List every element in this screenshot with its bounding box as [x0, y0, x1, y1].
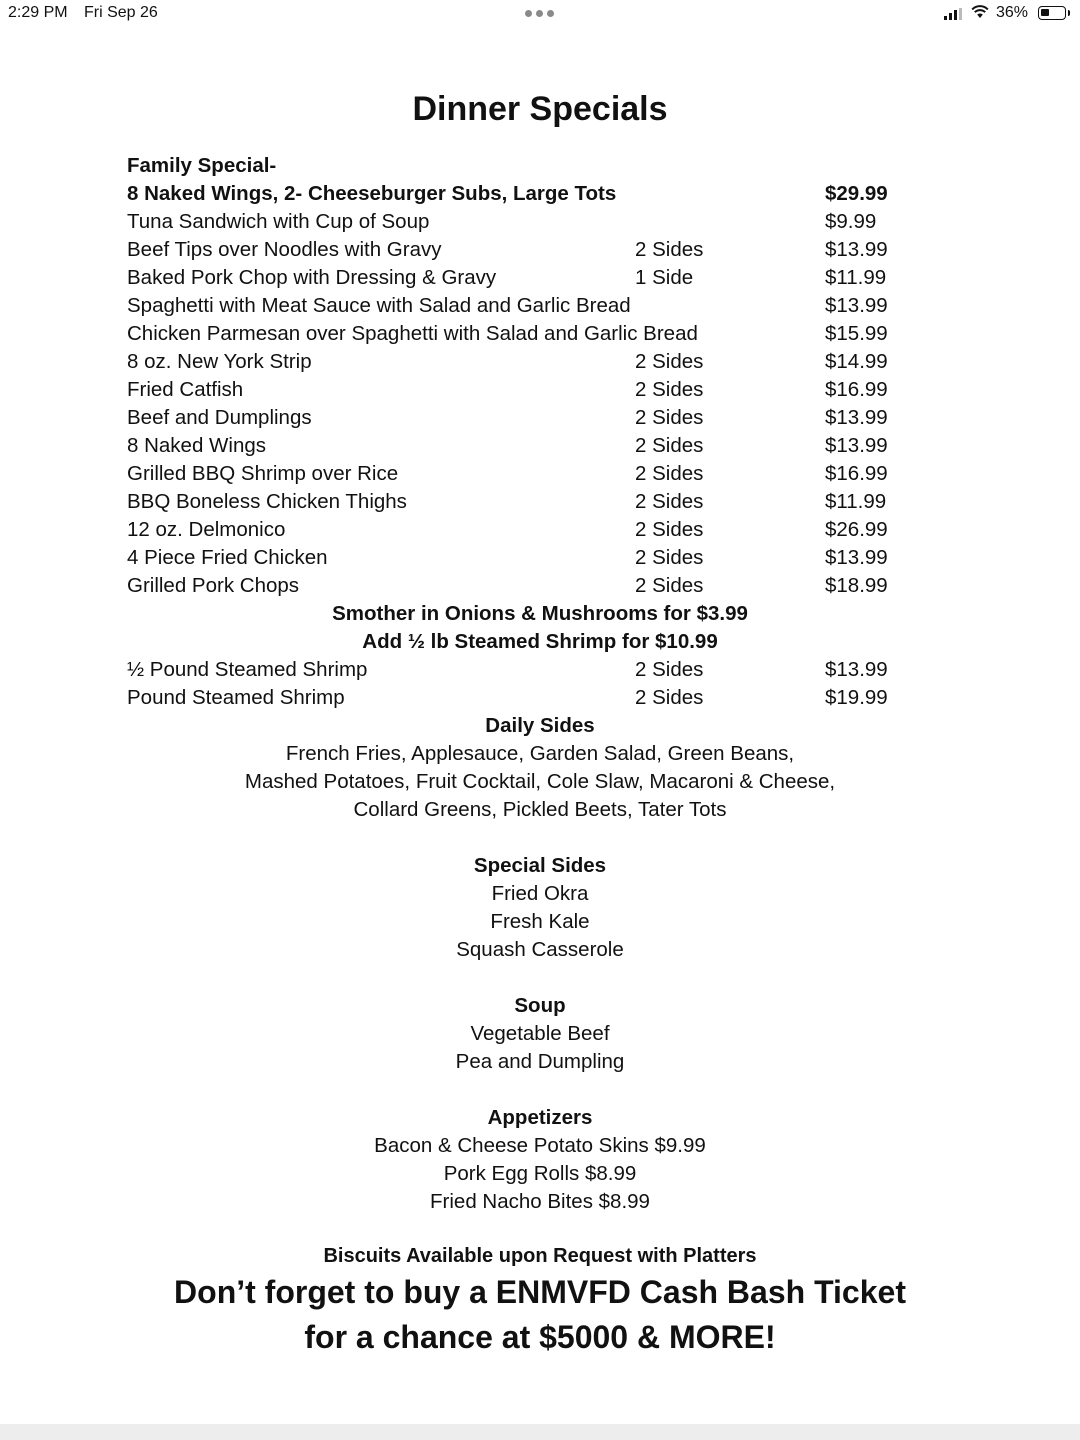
menu-item-row	[127, 320, 927, 348]
menu-item-name: Tuna Sandwich with Cup of Soup	[127, 210, 430, 233]
menu-item-row	[127, 376, 927, 404]
daily-sides-line: Collard Greens, Pickled Beets, Tater Tots	[353, 798, 727, 821]
menu-item-name: Fried Catfish	[127, 378, 244, 401]
menu-item-price: $26.99	[825, 518, 888, 541]
menu-item-row	[127, 460, 927, 488]
menu-item-row	[127, 348, 927, 376]
menu-item-sides: 2 Sides	[635, 406, 704, 429]
bottom-bar	[0, 1424, 1080, 1440]
menu-item-name: 4 Piece Fried Chicken	[127, 546, 328, 569]
battery-percentage: 36%	[996, 4, 1029, 21]
menu-item-row	[127, 656, 927, 684]
menu-item-price: $18.99	[825, 574, 888, 597]
daily-sides-section	[0, 712, 1080, 824]
menu-item-price: $16.99	[825, 378, 888, 401]
status-date: Fri Sep 26	[84, 4, 158, 21]
menu-item-row	[127, 516, 927, 544]
soup-heading: Soup	[514, 994, 566, 1017]
addon-steamed-shrimp: Add ½ lb Steamed Shrimp for $10.99	[362, 630, 718, 653]
menu-item-name: Baked Pork Chop with Dressing & Gravy	[127, 266, 497, 289]
menu-item-name: Grilled Pork Chops	[127, 574, 300, 597]
cellular-signal-icon	[944, 8, 962, 20]
family-special-row	[127, 180, 927, 208]
menu-item-price: $13.99	[825, 546, 888, 569]
menu-item-row	[127, 488, 927, 516]
menu-item-name: Beef and Dumplings	[127, 406, 312, 429]
menu-item-row	[127, 684, 927, 712]
family-special-price: $29.99	[825, 182, 888, 205]
page-title: Dinner Specials	[412, 90, 668, 128]
menu-item-price: $15.99	[825, 322, 888, 345]
menu-item-sides: 2 Sides	[635, 686, 704, 709]
menu-item-price: $16.99	[825, 462, 888, 485]
menu-item-sides: 2 Sides	[635, 518, 704, 541]
menu-item-name: 12 oz. Delmonico	[127, 518, 286, 541]
special-sides-section	[0, 852, 1080, 964]
special-sides-heading: Special Sides	[473, 854, 607, 877]
menu-item-sides: 2 Sides	[635, 658, 704, 681]
wifi-icon	[971, 5, 989, 19]
menu-item-price: $13.99	[825, 294, 888, 317]
special-sides-line: Fresh Kale	[490, 910, 590, 933]
status-bar	[0, 0, 1080, 28]
addon-row	[127, 628, 927, 656]
soup-section	[0, 992, 1080, 1076]
menu-item-name: Beef Tips over Noodles with Gravy	[127, 238, 442, 261]
appetizer-line: Pork Egg Rolls $8.99	[443, 1162, 637, 1185]
family-special-items: 8 Naked Wings, 2- Cheeseburger Subs, Large Tots	[127, 182, 617, 205]
menu-item-sides: 2 Sides	[635, 378, 704, 401]
addon-onions-mushrooms: Smother in Onions & Mushrooms for $3.99	[332, 602, 748, 625]
menu-item-sides: 2 Sides	[635, 546, 704, 569]
menu-item-sides: 1 Side	[635, 266, 694, 289]
family-special-label: Family Special-	[127, 154, 277, 177]
menu-item-price: $9.99	[825, 210, 877, 233]
menu-item-name: Pound Steamed Shrimp	[127, 686, 345, 709]
menu-item-row	[127, 292, 927, 320]
menu-item-sides: 2 Sides	[635, 434, 704, 457]
status-time: 2:29 PM	[8, 4, 68, 21]
menu-item-name: Chicken Parmesan over Spaghetti with Salad and Garlic Bread	[127, 322, 698, 345]
menu-item-sides: 2 Sides	[635, 574, 704, 597]
soup-line: Pea and Dumpling	[455, 1050, 625, 1073]
menu-item-name: 8 oz. New York Strip	[127, 350, 312, 373]
promo-banner	[0, 1270, 1080, 1360]
appetizer-line: Bacon & Cheese Potato Skins $9.99	[374, 1134, 706, 1157]
menu-item-price: $11.99	[825, 266, 887, 289]
daily-sides-line: French Fries, Applesauce, Garden Salad, Green Beans,	[285, 742, 795, 765]
daily-sides-line: Mashed Potatoes, Fruit Cocktail, Cole Slaw, Macaroni & Cheese,	[244, 770, 836, 793]
menu-item-price: $14.99	[825, 350, 888, 373]
menu-item-name: ½ Pound Steamed Shrimp	[127, 658, 368, 681]
menu-item-price: $13.99	[825, 658, 888, 681]
menu-item-price: $11.99	[825, 490, 887, 513]
battery-icon	[1038, 6, 1066, 20]
menu-item-row	[127, 264, 927, 292]
menu-item-name: Grilled BBQ Shrimp over Rice	[127, 462, 399, 485]
promo-line: Don’t forget to buy a ENMVFD Cash Bash Ticket	[174, 1274, 906, 1310]
appetizers-section	[0, 1104, 1080, 1216]
special-sides-line: Fried Okra	[491, 882, 589, 905]
menu-list	[127, 152, 927, 712]
menu-item-row	[127, 208, 927, 236]
appetizers-heading: Appetizers	[487, 1106, 593, 1129]
menu-item-row	[127, 236, 927, 264]
menu-item-sides: 2 Sides	[635, 462, 704, 485]
menu-item-name: 8 Naked Wings	[127, 434, 267, 457]
menu-item-row	[127, 432, 927, 460]
special-sides-line: Squash Casserole	[456, 938, 624, 961]
biscuits-note: Biscuits Available upon Request with Platters	[323, 1245, 757, 1267]
menu-item-row	[127, 404, 927, 432]
menu-item-price: $13.99	[825, 238, 888, 261]
menu-item-name: BBQ Boneless Chicken Thighs	[127, 490, 407, 513]
menu-item-sides: 2 Sides	[635, 238, 704, 261]
menu-item-row	[127, 544, 927, 572]
addon-row	[127, 600, 927, 628]
menu-item-name: Spaghetti with Meat Sauce with Salad and Garlic Bread	[127, 294, 631, 317]
soup-line: Vegetable Beef	[470, 1022, 610, 1045]
appetizer-line: Fried Nacho Bites $8.99	[430, 1190, 650, 1213]
menu-item-sides: 2 Sides	[635, 350, 704, 373]
menu-item-price: $13.99	[825, 406, 888, 429]
menu-item-price: $13.99	[825, 434, 888, 457]
multitasking-dots-icon[interactable]	[525, 10, 554, 17]
family-special-label-row	[127, 152, 927, 180]
promo-line: for a chance at $5000 & MORE!	[304, 1319, 776, 1355]
menu-item-price: $19.99	[825, 686, 888, 709]
menu-item-sides: 2 Sides	[635, 490, 704, 513]
menu-item-row	[127, 572, 927, 600]
daily-sides-heading: Daily Sides	[485, 714, 595, 737]
